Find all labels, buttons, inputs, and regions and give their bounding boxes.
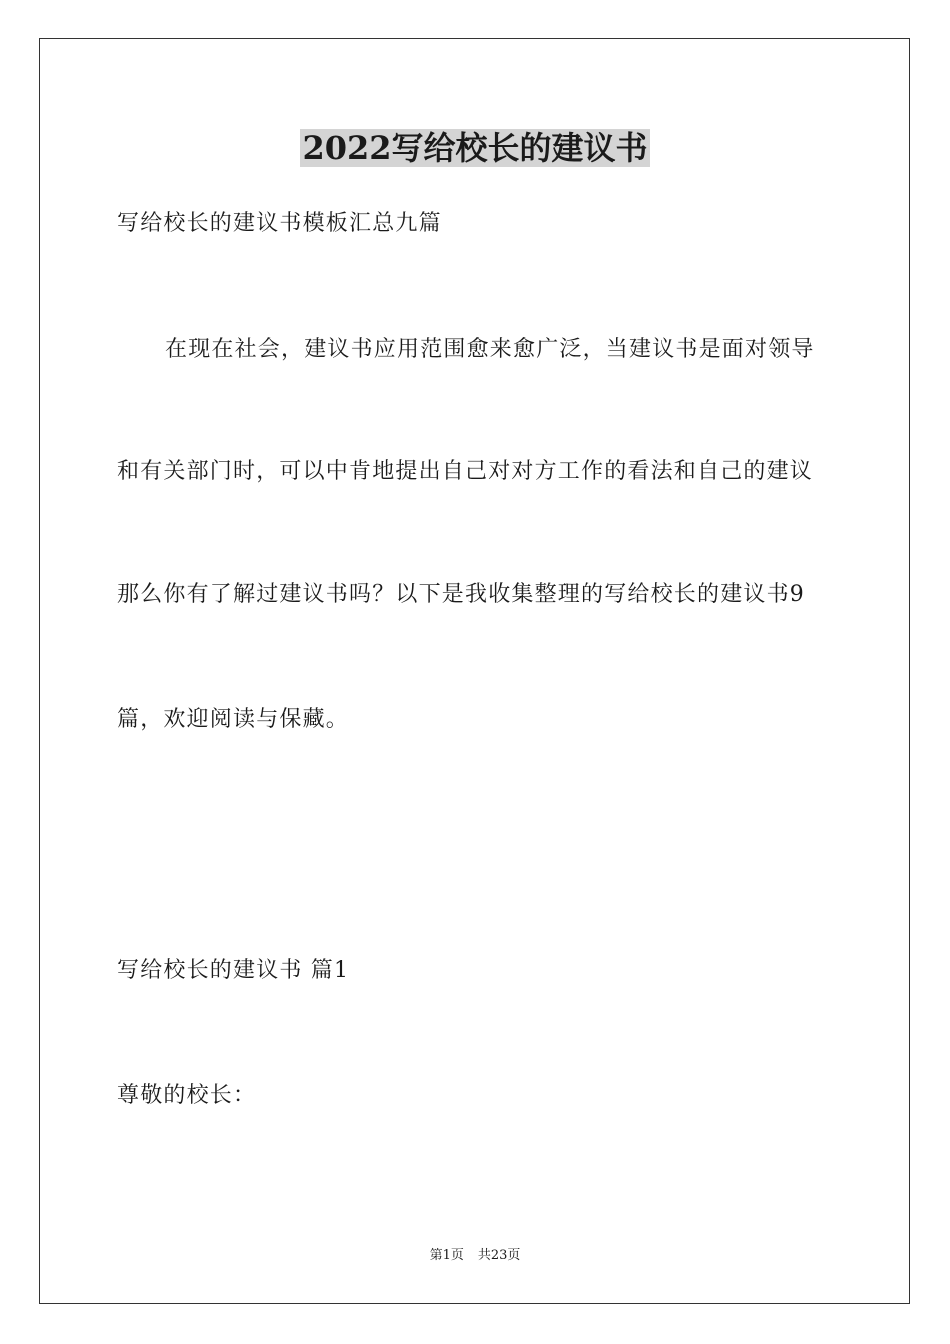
paragraph-line-3: 那么你有了解过建议书吗？以下是我收集整理的写给校长的建议书9 <box>117 582 805 607</box>
paragraph-line-2: 和有关部门时，可以中肯地提出自己对对方工作的看法和自己的建议 <box>117 459 814 484</box>
page-number: 第1页 <box>429 1248 464 1263</box>
document-subtitle: 写给校长的建议书模板汇总九篇 <box>117 211 442 236</box>
paragraph-line-4: 篇，欢迎阅读与保藏。 <box>117 707 350 732</box>
page-footer <box>0 1247 950 1265</box>
page-total: 共23页 <box>477 1248 521 1263</box>
salutation: 尊敬的校长： <box>117 1083 257 1108</box>
document-title <box>0 128 950 168</box>
document-title-text: 2022写给校长的建议书 <box>302 129 648 167</box>
paragraph-line-1: 在现在社会，建议书应用范围愈来愈广泛，当建议书是面对领导 <box>165 337 815 362</box>
section-heading: 写给校长的建议书 篇1 <box>117 958 350 983</box>
